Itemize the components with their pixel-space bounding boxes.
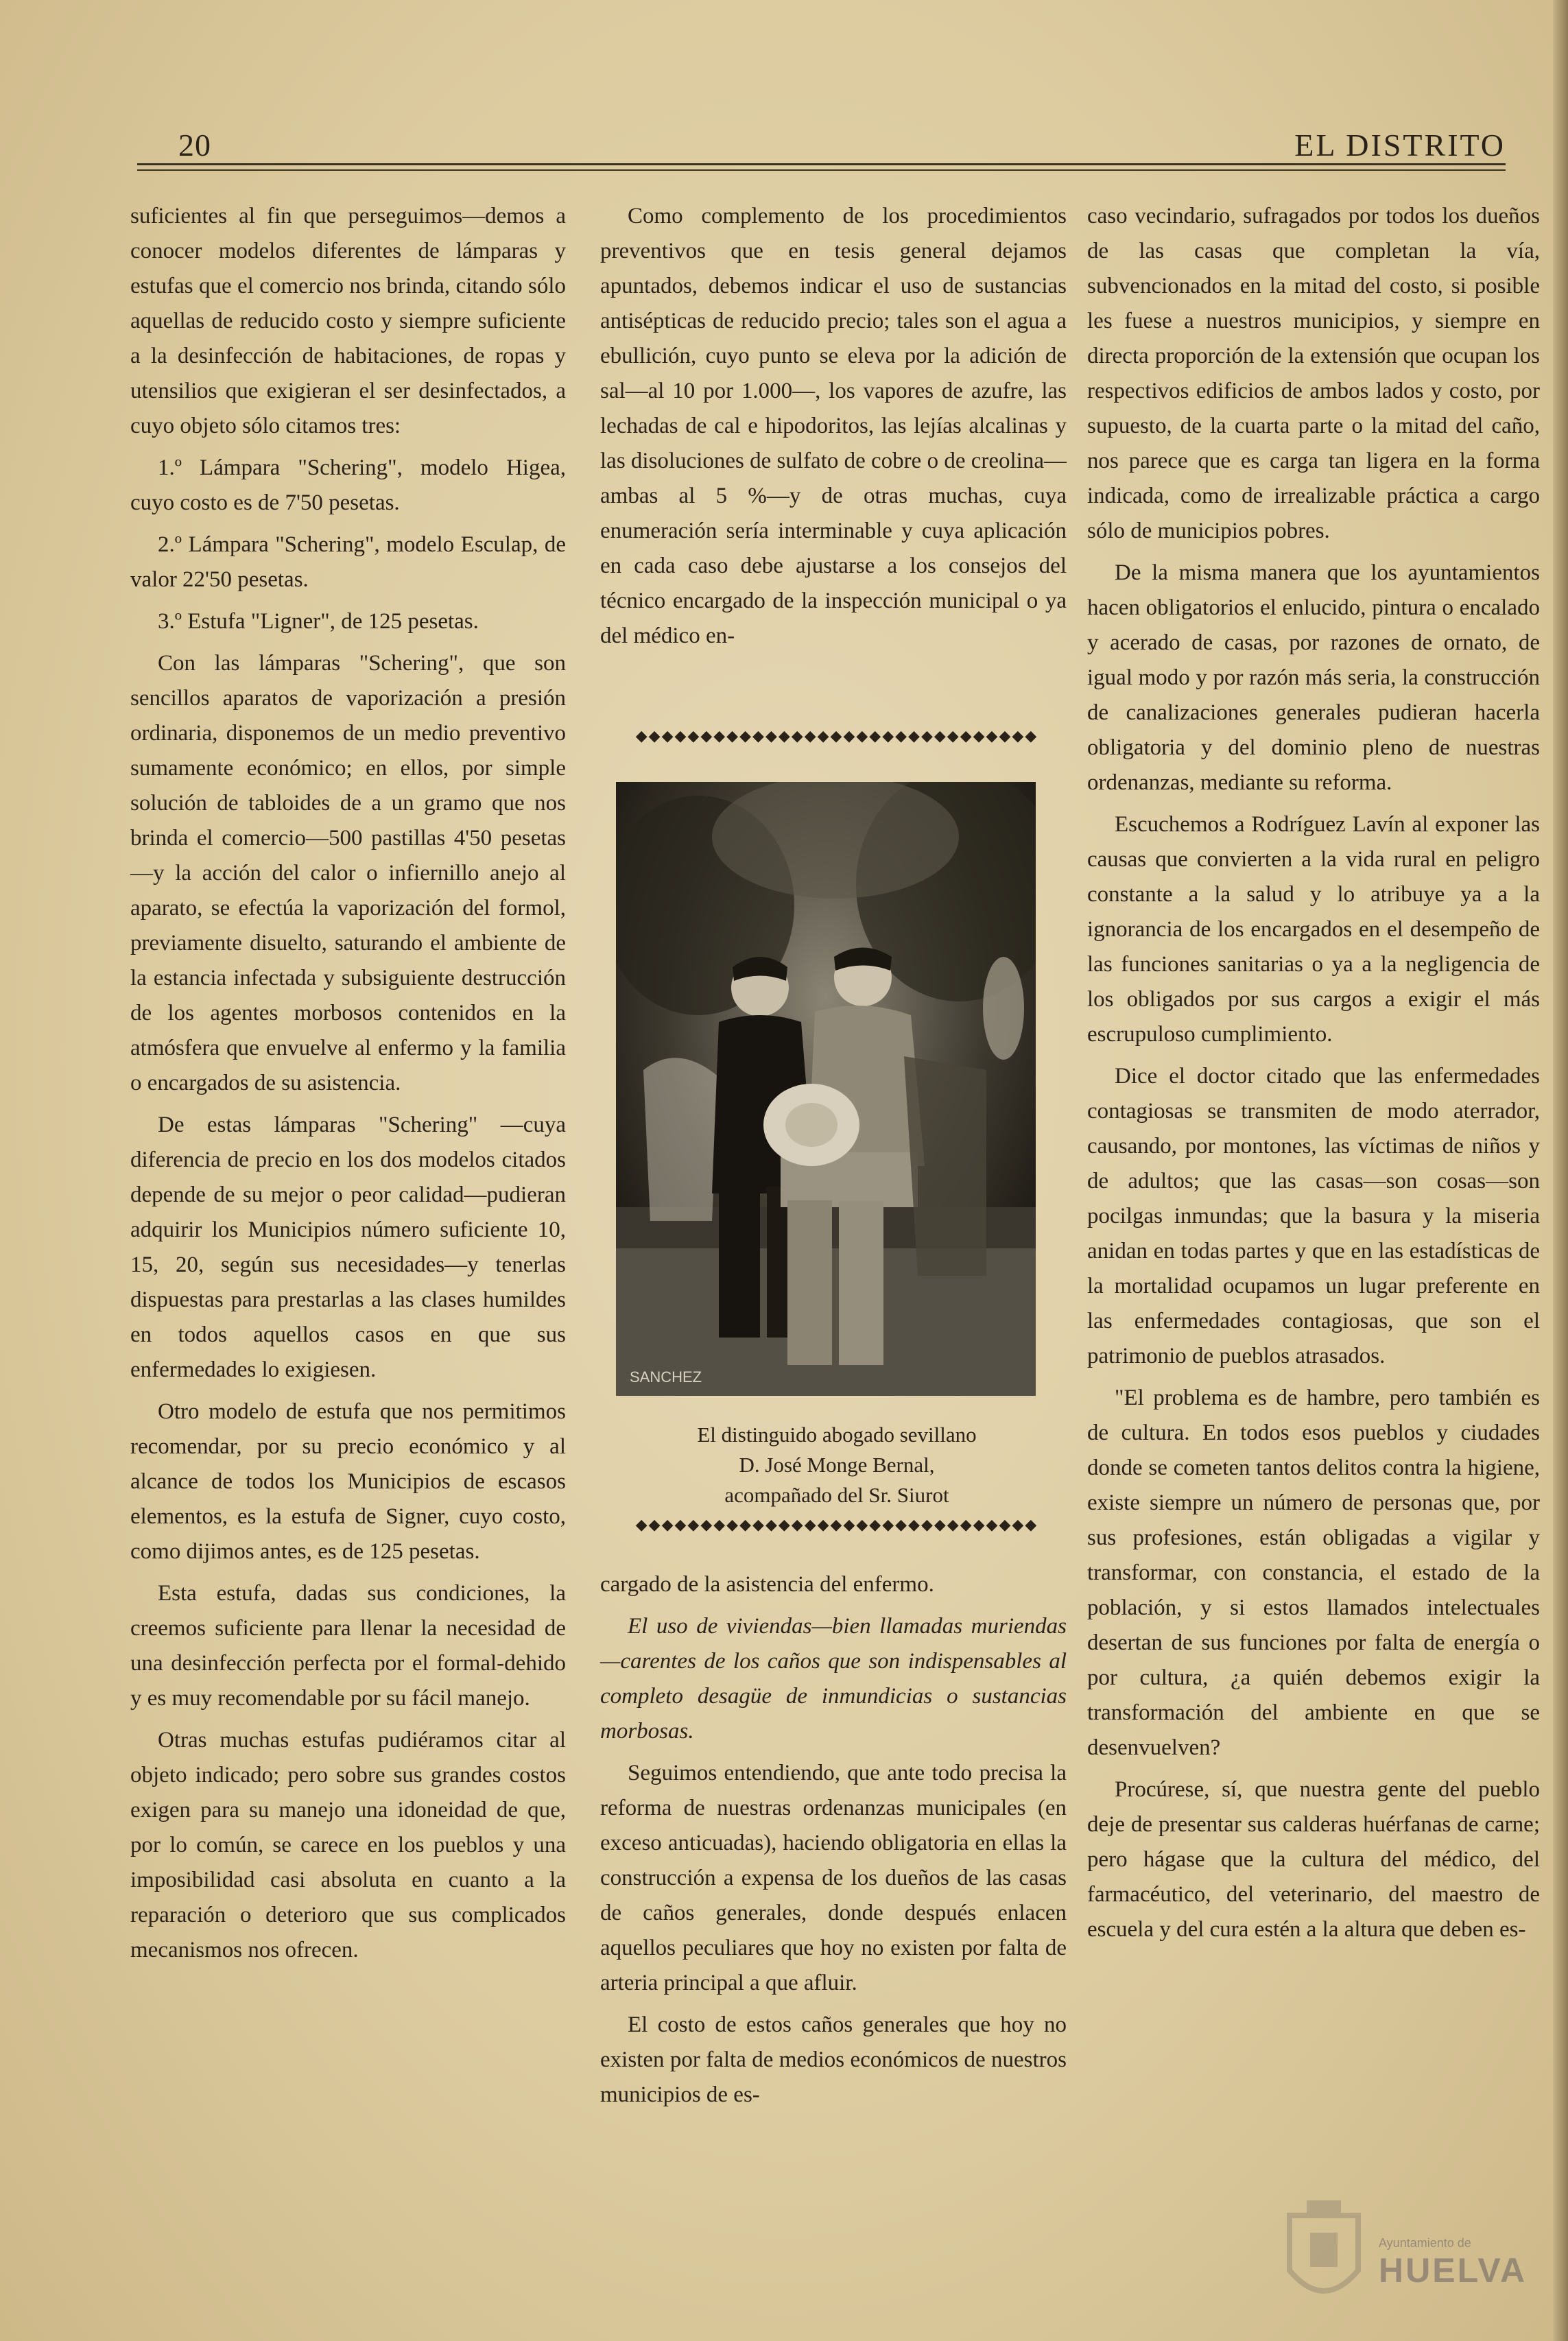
paragraph: Otro modelo de estufa que nos permitimos recomendar, por su precio económico y al alcance de todos los Municipios de escasos elementos, es la estufa de Signer, cuyo costo, como dijimos antes, es de 125 pesetas.	[130, 1399, 566, 1564]
caption-line: El distinguido abogado sevillano	[697, 1423, 977, 1447]
watermark	[1379, 2236, 1527, 2290]
page-number: 20	[178, 128, 211, 163]
paragraph: Con las lámparas "Schering", que son sencillos aparatos de vaporización a presión ordinaria, disponemos de un medio preventivo sumamente económico; en ellos, por simple solución de tabloides de a un gramo que nos brinda el comercio—500 pastillas 4'50 pesetas—y la acción del calor o infiernillo anejo al aparato, se efectúa la vaporización del formol, previamente disuelto, saturando el ambiente de la estancia infectada y subsiguiente destrucción de los agentes morbosos contenidos en la atmósfera que envuelve al enfermo y la familia o encargados de su asistencia.	[130, 651, 566, 1095]
photograph-image	[616, 782, 1036, 1396]
paragraph: El costo de estos caños generales que hoy no existen por falta de medios económicos de nuestros municipios de es-	[600, 2012, 1067, 2107]
list-item: 1.º Lámpara "Schering", modelo Higea, cuyo costo es de 7'50 pesetas.	[130, 455, 566, 515]
paragraph: suficientes al fin que perseguimos—demos a conocer modelos diferentes de lámparas y estufas que el comercio nos brinda, citando sólo aquellas de reducido costo y siempre suficiente a la desinfección de habitaciones, de ropas y utensilios que exigieran el ser desinfectados, a cuyo objeto sólo citamos tres:	[130, 204, 566, 438]
paragraph: "El problema es de hambre, pero también es de cultura. En todos esos pueblos y ciudades donde se cometen tantos delitos contra la higiene, existe siempre un número de personas que, por sus profesiones, están obligadas a vigilar y transformar, con constancia, el estado de la población, y si estos llamados intelectuales desertan de sus funciones por falta de energía o por cultura, ¿a quién debemos exigir la transformación del ambiente en que se desenvuelven?	[1087, 1386, 1540, 1760]
watermark-line-2: HUELVA	[1379, 2251, 1528, 2290]
caption-line: D. José Monge Bernal,	[739, 1453, 935, 1477]
ornamental-divider-top: ◆◆◆◆◆◆◆◆◆◆◆◆◆◆◆◆◆◆◆◆◆◆◆◆◆◆◆◆◆◆◆	[635, 727, 1038, 744]
paragraph: caso vecindario, sufragados por todos los dueños de las casas que completan la vía, subvencionados en la mitad del costo, si posible les fuese a nuestros municipios, y siempre en directa proporción de la extensión que ocupan los respectivos edificios de ambos lados y costo, por supuesto, de la cuarta parte o la mitad del caño, nos parece que es carga tan ligera en la forma indicada, como de irrealizable práctica a cargo sólo de municipios pobres.	[1087, 204, 1540, 543]
list-item: 3.º Estufa "Ligner", de 125 pesetas.	[158, 609, 479, 634]
column-2-top	[600, 199, 1067, 661]
paragraph: Otras muchas estufas pudiéramos citar al objeto indicado; pero sobre sus grandes costos exigen para su manejo una idoneidad de que, por lo común, se carece en los pueblos y una imposibilidad casi absoluta en cuanto a la reparación o deterioro que sus complicados mecanismos nos ofrecen.	[130, 1728, 566, 1962]
list-item: 2.º Lámpara "Schering", modelo Esculap, de valor 22'50 pesetas.	[130, 532, 566, 592]
column-1	[130, 199, 566, 1975]
paragraph: De la misma manera que los ayuntamientos hacen obligatorios el enlucido, pintura o encalado y acerado de casas, por razones de ornato, de igual modo y por razón más seria, la construcción de canalizaciones generales pudieran hacerla obligatoria y del dominio pleno de nuestras ordenanzas, mediante su reforma.	[1087, 560, 1540, 795]
watermark-line-1: Ayuntamiento de	[1379, 2236, 1471, 2250]
page-header	[137, 127, 1506, 168]
ornamental-divider-bottom: ◆◆◆◆◆◆◆◆◆◆◆◆◆◆◆◆◆◆◆◆◆◆◆◆◆◆◆◆◆◆◆	[635, 1516, 1038, 1533]
journal-title: EL DISTRITO	[1294, 128, 1506, 163]
paragraph: Seguimos entendiendo, que ante todo precisa la reforma de nuestras ordenanzas municipales (en exceso anticuadas), haciendo obligatoria en ellas la construcción a expensa de los dueños de las casas de caños generales, donde después enlacen aquellos peculiares que hoy no existen por falta de arteria principal a que afluir.	[600, 1761, 1067, 1995]
paragraph: Como complemento de los procedimientos preventivos que en tesis general dejamos apuntados, debemos indicar el uso de sustancias antisépticas de reducido precio; tales son el agua a ebullición, cuyo punto se eleva por la adición de sal—al 10 por 1.000—, los vapores de azufre, las lechadas de cal e hipodoritos, las lejías alcalinas y las disoluciones de sulfato de cobre o de creolina—ambas al 5 %—y de otras muchas, cuya enumeración sería interminable y cuya aplicación en cada caso debe ajustarse a los consejos del técnico encargado de la inspección municipal o ya del médico en-	[600, 204, 1067, 648]
paragraph: Dice el doctor citado que las enfermedades contagiosas se transmiten de modo aterrador, causando, por montones, las víctimas de niños y de adultos; que las casas—son cosas—son pocilgas inmundas; que la basura y la miseria anidan en todas partes y que en las estadísticas de la mortalidad ocupamos un lugar preferente en las enfermedades contagiosas, que son el patrimonio de pueblos atrasados.	[1087, 1064, 1540, 1368]
photo-caption	[604, 1420, 1070, 1510]
paragraph: De estas lámparas "Schering" —cuya diferencia de precio en los dos modelos citados depende de su mejor o peor calidad—pudieran adquirir los Municipios número suficiente 10, 15, 20, según sus necesidades—y tenerlas dispuestas para prestarlas a las clases humildes en todos aquellos casos en que sus enfermedades lo exigiesen.	[130, 1113, 566, 1382]
column-2-bottom	[600, 1567, 1067, 2119]
photograph	[616, 782, 1036, 1396]
paragraph: Procúrese, sí, que nuestra gente del pueblo deje de presentar sus calderas huérfanas de carne; pero hágase que la cultura del médico, del farmacéutico, del veterinario, del maestro de escuela y del cura estén a la altura que deben es-	[1087, 1777, 1540, 1942]
paragraph: Escuchemos a Rodríguez Lavín al exponer las causas que convierten a la vida rural en peligro constante a la salud y lo atribuye ya a la ignorancia de los encargados en el desempeño de las funciones sanitarias o ya a la negligencia de los obligados por sus cargos a exigir el más escrupuloso cumplimiento.	[1087, 812, 1540, 1047]
page-edge	[1553, 0, 1568, 2341]
paragraph-italic: El uso de viviendas—bien llamadas muriendas—carentes de los caños que son indispensables al completo desagüe de inmundicias o sustancias morbosas.	[600, 1614, 1067, 1744]
header-rule-bottom	[137, 169, 1506, 171]
caption-line: acompañado del Sr. Siurot	[724, 1483, 949, 1507]
header-rule-top	[137, 163, 1506, 165]
column-3	[1087, 199, 1540, 1954]
paragraph: Esta estufa, dadas sus condiciones, la creemos suficiente para llenar la necesidad de una desinfección perfecta por el formal-dehido y es muy recomendable por su fácil manejo.	[130, 1581, 566, 1711]
paragraph: cargado de la asistencia del enfermo.	[600, 1572, 934, 1597]
photographer-signature: SANCHEZ	[630, 1368, 702, 1386]
